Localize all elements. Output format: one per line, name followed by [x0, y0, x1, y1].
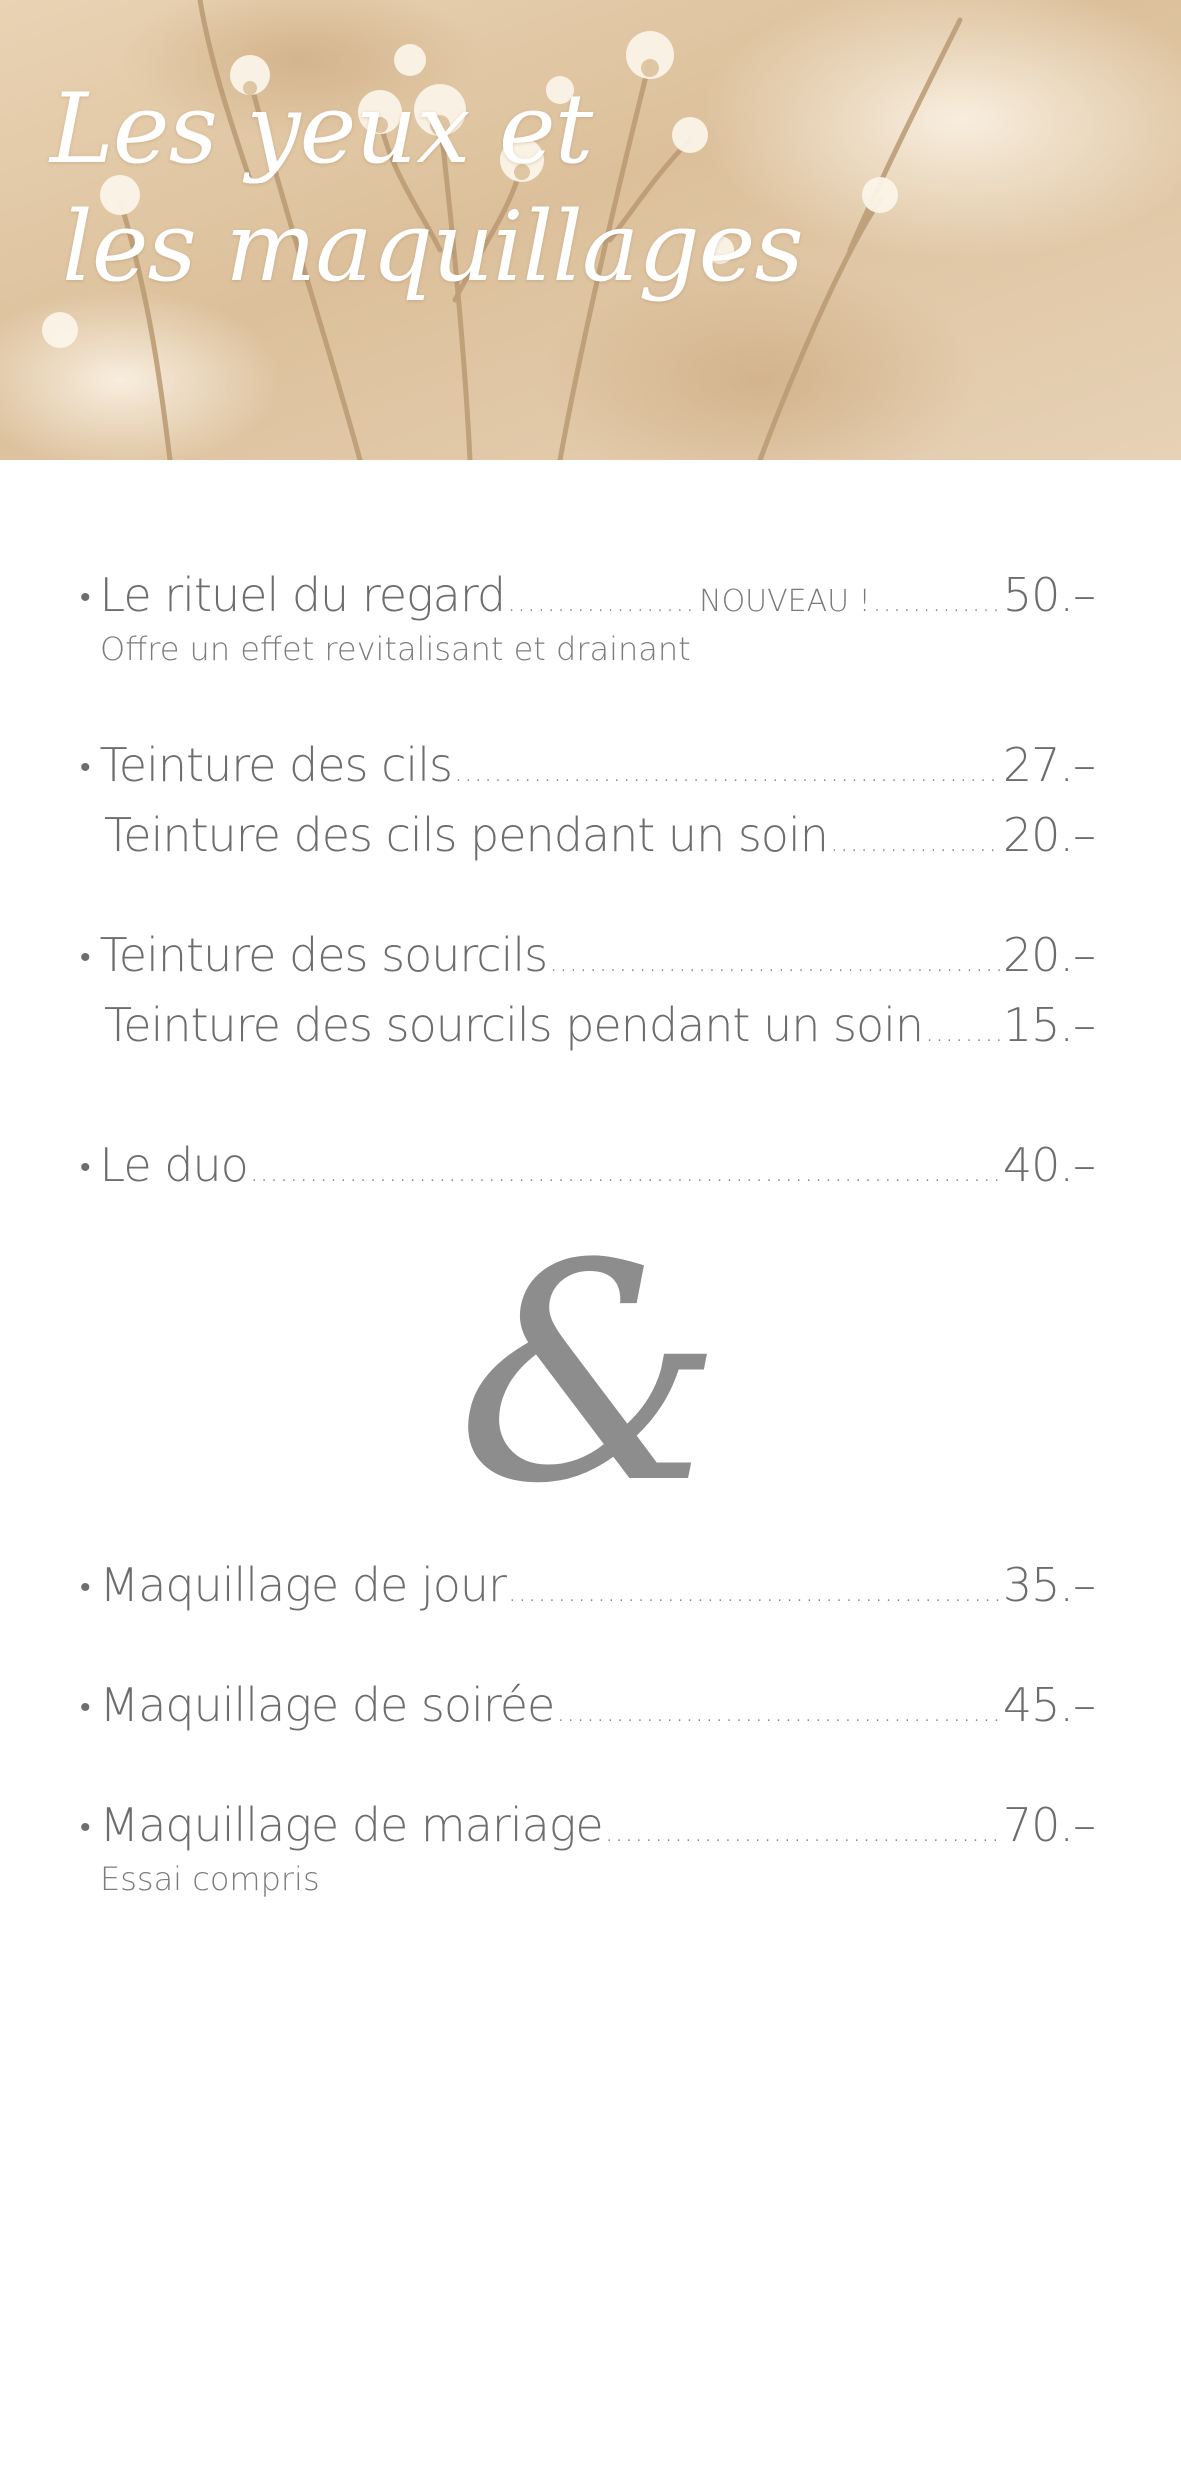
dot-leader	[250, 1155, 1001, 1188]
item-label: Teinture des cils	[99, 738, 452, 792]
dot-leader	[830, 825, 1001, 858]
dot-leader	[556, 1695, 1001, 1728]
dot-leader	[454, 755, 1001, 788]
bullet: •	[80, 940, 90, 975]
item-price: 70.–	[1002, 1798, 1095, 1852]
title-line-1: Les yeux et	[50, 73, 593, 185]
item-price: 50.–	[1002, 568, 1095, 622]
bullet: •	[80, 580, 90, 615]
list-item-maquillage-soiree	[80, 1678, 1095, 1732]
list-item-teinture-sourcils-soin	[104, 998, 1095, 1052]
item-price: 20.–	[1002, 808, 1095, 862]
title-line-2: les maquillages	[62, 191, 803, 303]
list-item-teinture-cils-soin	[104, 808, 1095, 862]
bullet: •	[80, 1570, 90, 1605]
item-label: Teinture des sourcils	[99, 928, 548, 982]
item-subtitle: Essai compris	[100, 1860, 320, 1898]
dot-leader	[549, 945, 1001, 978]
ampersand-separator: &	[456, 1200, 724, 1549]
dot-leader	[873, 585, 1001, 618]
list-item-maquillage-mariage	[80, 1798, 1095, 1852]
item-price: 27.–	[1002, 738, 1095, 792]
item-subtitle: Offre un effet revitalisant et drainant	[100, 630, 691, 668]
dot-leader	[605, 1815, 1001, 1848]
new-badge: NOUVEAU !	[699, 584, 871, 619]
list-item-teinture-sourcils	[80, 928, 1095, 982]
item-label: Maquillage de mariage	[99, 1798, 603, 1852]
page-title	[50, 70, 803, 306]
item-price: 45.–	[1002, 1678, 1095, 1732]
item-label: Maquillage de soirée	[99, 1678, 555, 1732]
item-label: Le rituel du regard	[99, 568, 506, 622]
list-item-rituel-du-regard	[80, 568, 1095, 622]
bullet: •	[80, 1150, 90, 1185]
dot-leader	[507, 585, 697, 618]
item-label: Maquillage de jour	[99, 1558, 506, 1612]
bullet: •	[80, 750, 90, 785]
item-price: 20.–	[1002, 928, 1095, 982]
item-price: 40.–	[1002, 1138, 1095, 1192]
bullet: •	[80, 1810, 90, 1845]
dot-leader	[925, 1015, 1001, 1048]
list-item-maquillage-jour	[80, 1558, 1095, 1612]
item-label: Teinture des sourcils pendant un soin	[104, 998, 924, 1052]
bullet: •	[80, 1690, 90, 1725]
header-banner	[0, 0, 1181, 460]
item-price: 35.–	[1002, 1558, 1095, 1612]
list-item-teinture-cils	[80, 738, 1095, 792]
item-label: Le duo	[99, 1138, 248, 1192]
item-price: 15.–	[1002, 998, 1095, 1052]
dot-leader	[508, 1575, 1001, 1608]
list-item-le-duo	[80, 1138, 1095, 1192]
item-label: Teinture des cils pendant un soin	[104, 808, 828, 862]
